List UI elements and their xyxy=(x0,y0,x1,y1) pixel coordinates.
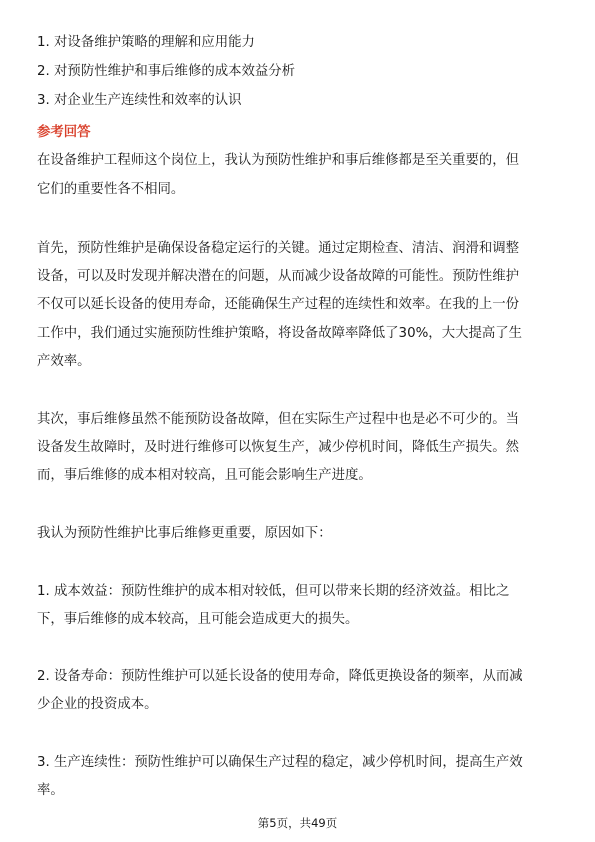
question-item-1: 1. 对设备维护策略的理解和应用能力 xyxy=(37,35,255,50)
question-item-2: 2. 对预防性维护和事后维修的成本效益分析 xyxy=(37,64,296,79)
paragraph-line: 1. 成本效益：预防性维护的成本相对较低，但可以带来长期的经济效益。相比之 xyxy=(37,584,510,599)
paragraph-line: 而，事后维修的成本相对较高，且可能会影响生产进度。 xyxy=(37,468,372,483)
paragraph-line: 下，事后维修的成本较高，且可能会造成更大的损失。 xyxy=(37,612,359,627)
paragraph-line: 工作中，我们通过实施预防性维护策略，将设备故障率降低了30%，大大提高了生 xyxy=(37,326,523,341)
paragraph-line: 其次，事后维修虽然不能预防设备故障，但在实际生产过程中也是必不可少的。当 xyxy=(37,412,520,427)
paragraph-line: 3. 生产连续性：预防性维护可以确保生产过程的稳定，减少停机时间，提高生产效 xyxy=(37,755,523,770)
question-item-3: 3. 对企业生产连续性和效率的认识 xyxy=(37,93,242,108)
paragraph-line: 在设备维护工程师这个岗位上，我认为预防性维护和事后维修都是至关重要的，但 xyxy=(37,153,520,168)
paragraph-line: 设备发生故障时，及时进行维修可以恢复生产，减少停机时间，降低生产损失。然 xyxy=(37,440,520,455)
page-number-footer: 第5页，共49页 xyxy=(257,816,338,830)
paragraph-line: 产效率。 xyxy=(37,354,91,369)
paragraph-line: 首先，预防性维护是确保设备稳定运行的关键。通过定期检查、清洁、润滑和调整 xyxy=(37,241,520,256)
paragraph-line: 率。 xyxy=(37,783,64,798)
paragraph-line: 它们的重要性各不相同。 xyxy=(37,182,185,197)
answer-heading: 参考回答 xyxy=(37,125,91,140)
paragraph-line: 设备，可以及时发现并解决潜在的问题，从而减少设备故障的可能性。预防性维护 xyxy=(37,269,520,284)
paragraph-line: 我认为预防性维护比事后维修更重要，原因如下： xyxy=(37,526,332,541)
paragraph-line: 少企业的投资成本。 xyxy=(37,697,158,712)
paragraph-line: 2. 设备寿命：预防性维护可以延长设备的使用寿命，降低更换设备的频率，从而减 xyxy=(37,669,523,684)
paragraph-line: 不仅可以延长设备的使用寿命，还能确保生产过程的连续性和效率。在我的上一份 xyxy=(37,297,520,312)
